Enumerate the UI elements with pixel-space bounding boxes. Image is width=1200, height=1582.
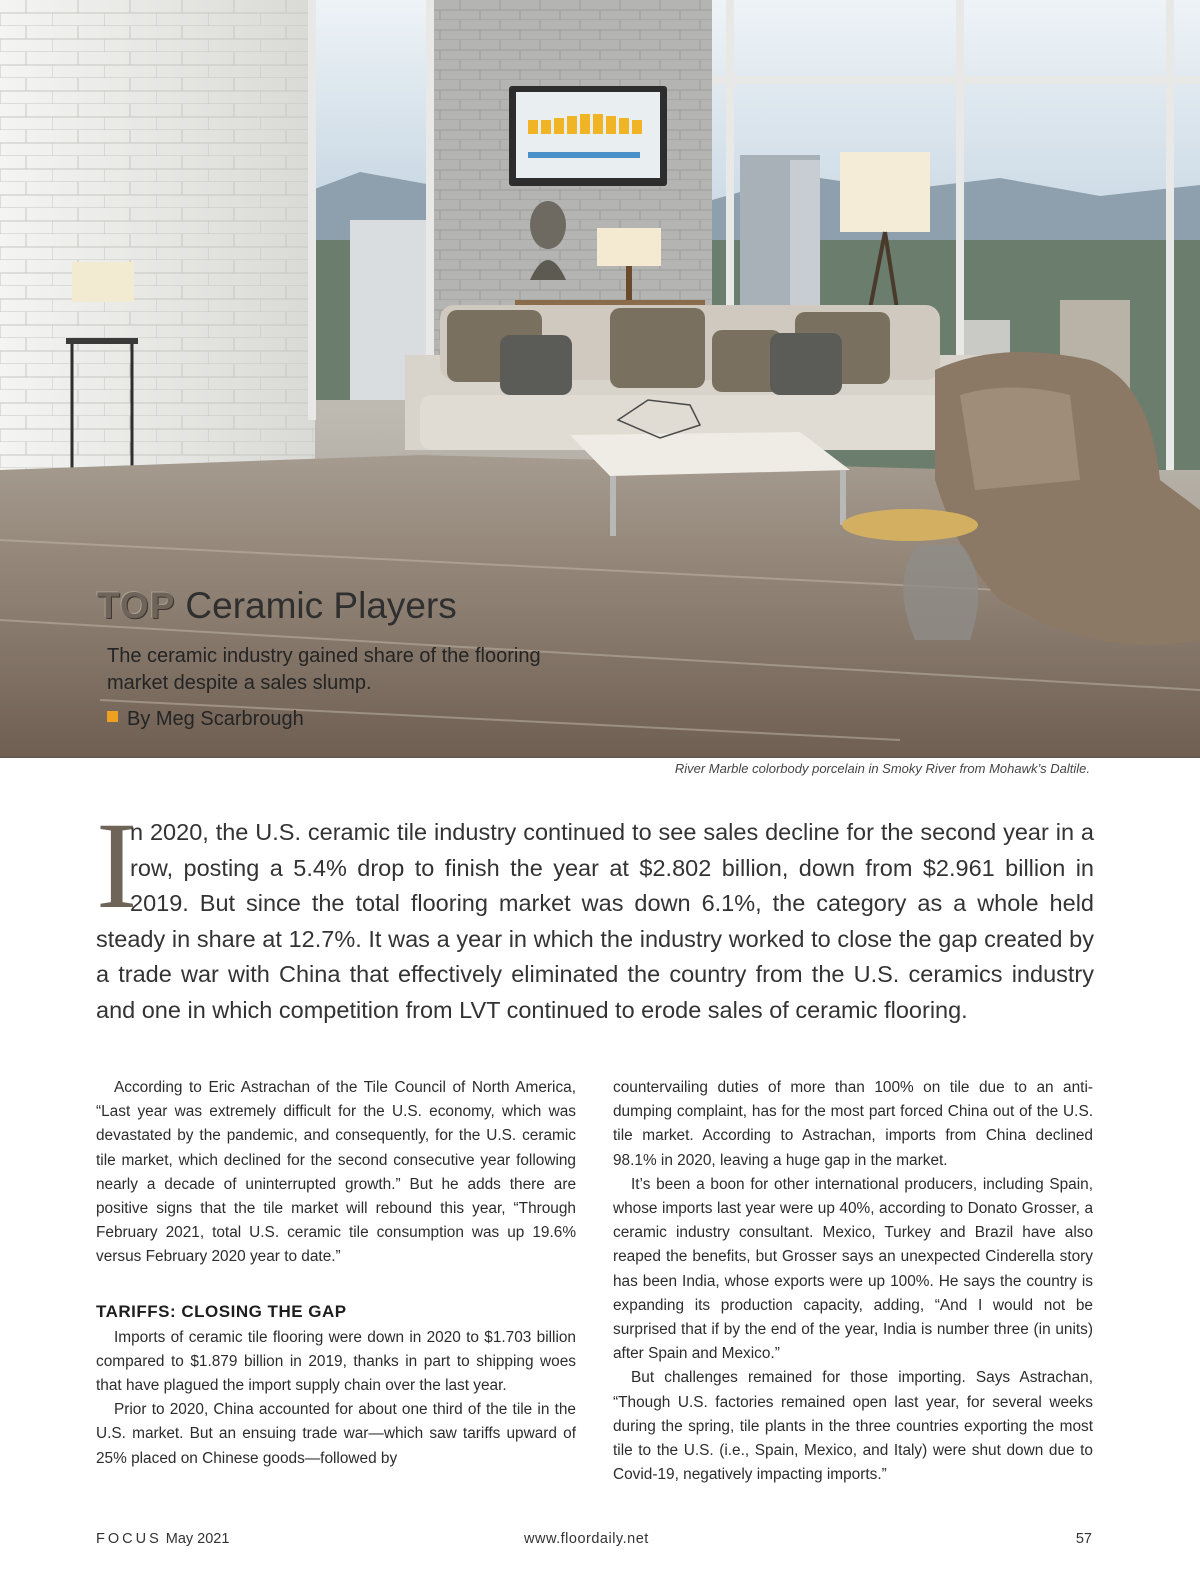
issue-date: May 2021 [165,1531,230,1547]
footer-publication [96,1531,229,1547]
body-paragraph: According to Eric Astrachan of the Tile Council of North America, “Last year was extremely difficult for the U.S. economy, which was devastated by the pandemic, and consequently, for the U.S. ceramic tile market, which declined for the second consecutive year following nearly a decade of uninterrupted growth.” But he adds there are positive signs that the tile market will rebound this year, “Through February 2021, total U.S. ceramic tile consumption was up 19.6% versus February 2020 year to date.” [96,1079,576,1266]
body-paragraph: But challenges remained for those importing. Says Astrachan, “Though U.S. factories remained open last year, for several weeks during the spring, tile plants in the three countries exporting the most tile to the U.S. (i.e., Spain, Mexico, and Italy) were shut down due to Covid-19, negatively impacting imports.” [613,1369,1093,1484]
left-column [96,1076,576,1471]
right-column [613,1076,1093,1487]
hero-photo [0,0,1200,757]
publication-name: FOCUS [96,1531,162,1547]
headline-text: Ceramic Players [185,585,457,626]
section-subhead: TARIFFS: CLOSING THE GAP [96,1301,347,1321]
byline [107,705,304,733]
byline-text: By Meg Scarbrough [127,708,304,730]
headline-emphasis: TOP [97,585,176,626]
article-headline [97,583,457,629]
article-deck: The ceramic industry gained share of the flooring market despite a sales slump. [107,645,541,694]
lead-text: n 2020, the U.S. ceramic tile industry continued to see sales decline for the second year in a row, posting a 5.4% drop to finish the year at $2.802 billion, down from $2.961 billion in 2019. But since the total flooring market was down 6.1%, the category as a whole held steady in share at 12.7%. It was a year in which the industry worked to close the gap created by a trade war with China that effectively eliminated the country from the U.S. ceramics industry and one in which competition from LVT continued to erode sales of ceramic flooring. [96,819,1094,1023]
body-paragraph: It’s been a boon for other international producers, including Spain, whose imports last year were up 40%, according to Donato Grosser, a ceramic industry consultant. Mexico, Turkey and Brazil have also reaped the benefits, but Grosser says an unexpected Cinderella story has been India, whose exports were up 100%. He says the country is expanding its production capacity, adding, “And I would not be surprised that if by the end of the year, India is number three (in units) after Spain and Mexico.” [613,1175,1093,1363]
drop-cap: I [96,797,138,934]
lead-paragraph [96,797,1094,1028]
page-number: 57 [1075,1531,1092,1547]
bullet-square-icon [107,711,118,722]
body-paragraph: countervailing duties of more than 100% on tile due to an anti-dumping complaint, has for the most part forced China out of the U.S. tile market. According to Astrachan, imports from China declined 98.1% in 2020, leaving a huge gap in the market. [613,1079,1093,1169]
photo-caption: River Marble colorbody porcelain in Smoky River from Mohawk’s Daltile. [674,761,1090,776]
photo-divider [0,757,1200,758]
body-paragraph: Prior to 2020, China accounted for about one third of the tile in the U.S. market. But an ensuing trade war—which saw tariffs upward of 25% placed on Chinese goods—followed by [96,1401,576,1467]
footer-url[interactable]: www.floordaily.net [524,1531,649,1547]
body-paragraph: Imports of ceramic tile flooring were down in 2020 to $1.703 billion compared to $1.879 billion in 2019, thanks in part to shipping woes that have plagued the import supply chain over the last year. [96,1328,576,1395]
